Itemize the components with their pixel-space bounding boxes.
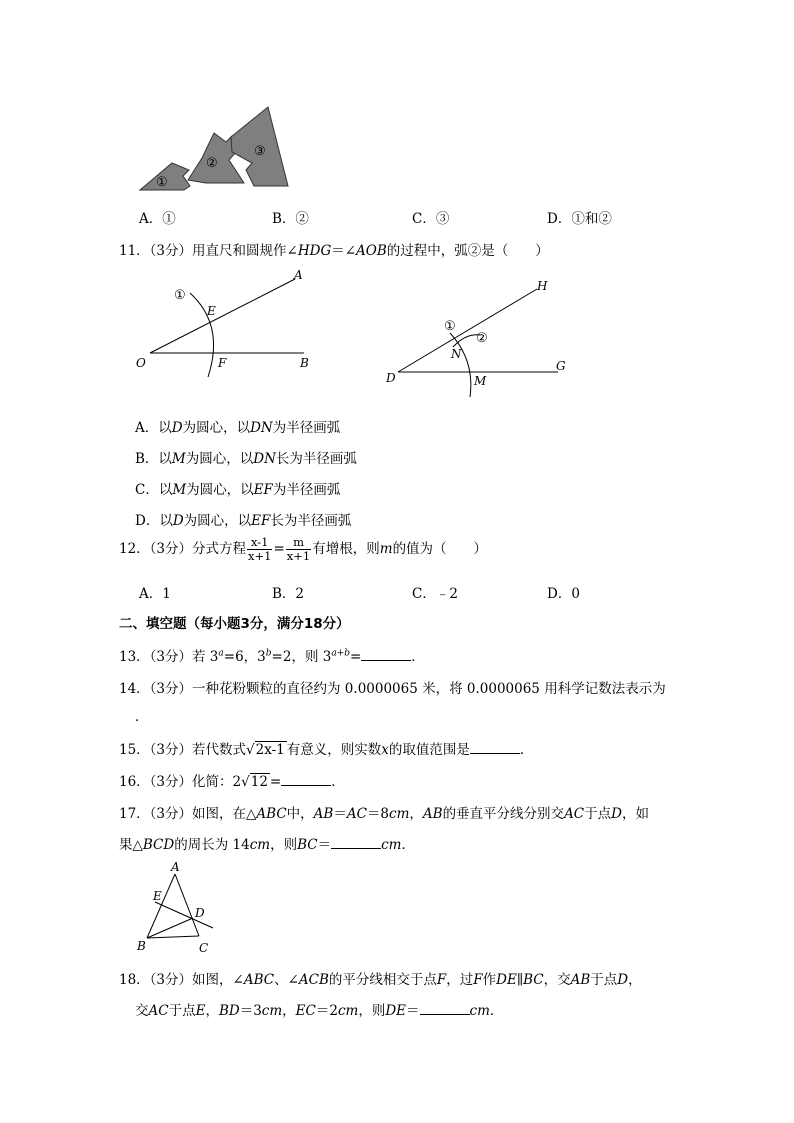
- label-e: E: [153, 889, 162, 903]
- label-c: C: [199, 941, 209, 955]
- q18-abc: ABC: [243, 972, 275, 988]
- q10-option-b[interactable]: B．②: [272, 211, 309, 227]
- ray-dh: [398, 289, 537, 372]
- piece-1-label: ①: [156, 175, 168, 190]
- q15-post: 的取值范围是: [388, 742, 470, 758]
- q15-answer-blank[interactable]: [470, 753, 520, 754]
- q13-post: =: [350, 649, 362, 665]
- label-m: M: [474, 374, 487, 388]
- q17-t6: 的垂直平分线分别交: [442, 806, 565, 822]
- q16-pre: 16．（3分）化简：: [119, 774, 233, 790]
- q10-option-a[interactable]: A．①: [139, 211, 176, 227]
- q17-t10: 的周长为 14: [174, 837, 250, 853]
- q15: [119, 738, 533, 758]
- q18-cm1: cm: [261, 1003, 283, 1019]
- q13-mid1: =6，3: [223, 649, 266, 665]
- q11-d-p2: EF: [251, 513, 271, 529]
- q17-cm: cm: [389, 806, 410, 822]
- q12-stem: [119, 535, 487, 563]
- q18-ac: AC: [148, 1003, 169, 1019]
- section-2-title: 二、填空题（每小题3分，满分18分）: [119, 616, 350, 632]
- q17-ab: AB: [313, 806, 334, 822]
- side-ac: [175, 874, 199, 936]
- label-e: E: [207, 304, 216, 318]
- q17-t2: 中，: [286, 806, 314, 822]
- q17-t1: 17．（3分）如图，在△: [119, 806, 257, 822]
- q11-option-b[interactable]: [135, 447, 357, 467]
- q15-mid: 有意义，则实数: [286, 742, 382, 758]
- q18-t3: 的平分线相交于点: [328, 972, 437, 988]
- q12-fraction-left: [247, 536, 272, 563]
- q11-stem-tail: 的过程中，弧②是（ ）: [386, 243, 549, 259]
- q18-t8: ，: [628, 972, 642, 988]
- q13-pre: 13．（3分）若 3: [119, 649, 219, 665]
- q11-stem: [119, 239, 549, 259]
- label-a: A: [171, 860, 180, 874]
- q12-fraction-right: [286, 536, 311, 563]
- q13-answer-blank[interactable]: [361, 660, 411, 661]
- q17-cm3: cm: [381, 837, 402, 853]
- label-b: B: [300, 356, 309, 370]
- q11-c-p2: EF: [253, 482, 273, 498]
- q11-c-p1: M: [172, 482, 187, 498]
- q18-d: D: [617, 972, 629, 988]
- q18-t4: ，过: [446, 972, 474, 988]
- q16-coef: 2: [232, 774, 242, 790]
- q18-line1: [119, 968, 642, 988]
- q17-t8: ，如: [621, 806, 649, 822]
- q11-angle-hdg: HDG: [297, 243, 332, 259]
- q13-end: ．: [411, 649, 425, 665]
- q11-b-mid: 为圆心，以: [185, 451, 254, 467]
- label-g: G: [556, 359, 566, 373]
- q11-c-mid: 为圆心，以: [186, 482, 254, 498]
- q12-frac2-den: x+1: [286, 549, 311, 563]
- label-arc-right-2: ②: [476, 331, 488, 346]
- arc-m: [450, 333, 471, 397]
- q15-radicand: 2x-1: [255, 742, 285, 758]
- q16-radicand: 12: [250, 774, 268, 790]
- q17-t7: 于点: [584, 806, 612, 822]
- q12-option-c[interactable]: C．﹣2: [412, 586, 458, 602]
- q11-d-mid: 为圆心，以: [183, 513, 252, 529]
- q13-mid2: =2，则 3: [271, 649, 332, 665]
- sqrt-icon: √: [246, 742, 255, 758]
- piece-3-label: ③: [254, 144, 266, 159]
- q18-t16: ＝: [406, 1003, 420, 1019]
- q17-t5: ，: [409, 806, 423, 822]
- q11-d-p1: D: [172, 513, 184, 529]
- q17-t3: ＝: [333, 806, 347, 822]
- side-ab: [147, 874, 175, 938]
- q18-e: E: [195, 1003, 206, 1019]
- q18-t10: 于点: [168, 1003, 196, 1019]
- q16-eq: =: [269, 774, 282, 790]
- q13: [119, 645, 425, 665]
- q17-abc: ABC: [256, 806, 287, 822]
- q18-cm2: cm: [337, 1003, 359, 1019]
- q14-line1: 14．（3分）一种花粉颗粒的直径约为 0.0000065 米，将 0.0000065 用科学记数法表示为: [119, 681, 666, 697]
- label-arc-1: ①: [174, 288, 186, 303]
- q18-t17: ．: [489, 1003, 504, 1019]
- q11-figure-left: [130, 265, 320, 380]
- q12-equals: =: [273, 541, 285, 557]
- label-a: A: [294, 268, 303, 282]
- label-o: O: [136, 356, 146, 370]
- q11-a-p2: DN: [250, 420, 273, 436]
- q16: [119, 770, 345, 790]
- q16-answer-blank[interactable]: [281, 785, 331, 786]
- q18-bd: BD: [218, 1003, 240, 1019]
- q17-t4: ＝8: [366, 806, 390, 822]
- q17-t12: ＝: [317, 837, 332, 853]
- q13-sup-ab: a+b: [331, 648, 350, 659]
- q17-ac: AC: [346, 806, 367, 822]
- q12-frac1-num: x-1: [247, 536, 272, 550]
- q13-sup-b: b: [265, 648, 272, 659]
- q18-line2: [135, 999, 503, 1019]
- q17-t11: ，则: [270, 837, 298, 853]
- label-f: F: [218, 356, 227, 370]
- q18-t14: ＝2: [315, 1003, 338, 1019]
- q11-b-p2: DN: [253, 451, 276, 467]
- q15-var: x: [381, 742, 389, 758]
- q11-a-mid: 为圆心，以: [182, 420, 251, 436]
- q10-option-c[interactable]: C．③: [412, 211, 450, 227]
- q17-bcd: BCD: [142, 837, 175, 853]
- q11-c-pre: C．以: [135, 482, 173, 498]
- q11-a-post: 为半径画弧: [272, 420, 341, 436]
- q18-t11: ，: [205, 1003, 219, 1019]
- q17-answer-blank[interactable]: [331, 848, 381, 849]
- q11-stem-eq: ＝∠: [331, 243, 357, 259]
- q17-t13: ．: [401, 837, 415, 853]
- q18-ab: AB: [570, 972, 591, 988]
- q18-t5: 作: [482, 972, 497, 988]
- q10-option-d[interactable]: D．①和②: [547, 211, 612, 227]
- q11-option-d[interactable]: [135, 509, 351, 529]
- q11-a-pre: A．以: [135, 420, 172, 436]
- q17-ac2: AC: [564, 806, 585, 822]
- q12-stem-text: 12．（3分）分式方程: [119, 541, 247, 557]
- q18-answer-blank[interactable]: [420, 1014, 470, 1015]
- q11-b-p1: M: [171, 451, 186, 467]
- sqrt-icon: √: [241, 774, 250, 790]
- label-b: B: [137, 939, 146, 953]
- q18-t1: 18．（3分）如图，∠: [119, 972, 244, 988]
- q18-t9: 交: [135, 1003, 149, 1019]
- q11-d-post: 长为半径画弧: [270, 513, 352, 529]
- q11-c-post: 为半径画弧: [272, 482, 341, 498]
- q12-var-m: m: [379, 541, 393, 557]
- q18-f: F: [436, 972, 447, 988]
- piece-2-label: ②: [206, 156, 218, 171]
- q17-bc: BC: [297, 837, 318, 853]
- q12-frac1-den: x+1: [248, 549, 272, 563]
- q11-d-pre: D．以: [135, 513, 173, 529]
- q16-end: ．: [331, 774, 345, 790]
- q17-t9: 果△: [119, 837, 143, 853]
- q18-debc: DE∥BC: [496, 972, 544, 988]
- q18-t6: ，交: [543, 972, 571, 988]
- q12-stem-mid: 有增根，则: [312, 541, 380, 557]
- q12-frac2-num: m: [286, 536, 311, 550]
- q13-sup-a: a: [218, 648, 224, 659]
- label-d: D: [195, 906, 205, 920]
- q15-end: ．: [519, 742, 534, 758]
- q10-figure: [136, 100, 296, 195]
- q18-ec: EC: [295, 1003, 316, 1019]
- q18-de: DE: [385, 1003, 407, 1019]
- label-h: H: [537, 279, 548, 293]
- q18-t13: ，: [282, 1003, 296, 1019]
- q18-t15: ，则: [358, 1003, 386, 1019]
- label-n: N: [451, 347, 462, 361]
- q18-t12: ＝3: [239, 1003, 262, 1019]
- q11-figure-right: [380, 275, 580, 400]
- q12-option-b[interactable]: B．2: [272, 586, 305, 602]
- q14-line2: ．: [135, 709, 149, 725]
- side-bc: [147, 936, 199, 938]
- q12-option-d[interactable]: D．0: [547, 586, 580, 602]
- q18-t7: 于点: [590, 972, 618, 988]
- q17-figure: [133, 858, 223, 956]
- q18-cm3: cm: [469, 1003, 490, 1019]
- q11-b-pre: B．以: [135, 451, 172, 467]
- q18-f2: F: [473, 972, 483, 988]
- q18-acb: ACB: [298, 972, 329, 988]
- q17-line2: [119, 833, 415, 853]
- q11-stem-text: 11．（3分）用直尺和圆规作∠: [119, 243, 298, 259]
- q17-cm2: cm: [249, 837, 271, 853]
- q17-line1: [119, 802, 649, 822]
- q15-pre: 15．（3分）若代数式: [119, 742, 247, 758]
- q11-option-a[interactable]: [135, 416, 340, 436]
- q11-option-c[interactable]: [135, 478, 340, 498]
- q12-stem-tail: 的值为（ ）: [392, 541, 488, 557]
- q11-angle-aob: AOB: [356, 243, 387, 259]
- label-arc-right-1: ①: [444, 319, 456, 334]
- q18-t2: 、∠: [274, 972, 299, 988]
- q11-a-p1: D: [171, 420, 183, 436]
- q11-b-post: 长为半径画弧: [275, 451, 357, 467]
- q12-option-a[interactable]: A．1: [139, 586, 171, 602]
- q17-ab2: AB: [422, 806, 443, 822]
- label-d: D: [386, 371, 396, 385]
- ray-oa: [150, 279, 295, 353]
- q17-d: D: [611, 806, 622, 822]
